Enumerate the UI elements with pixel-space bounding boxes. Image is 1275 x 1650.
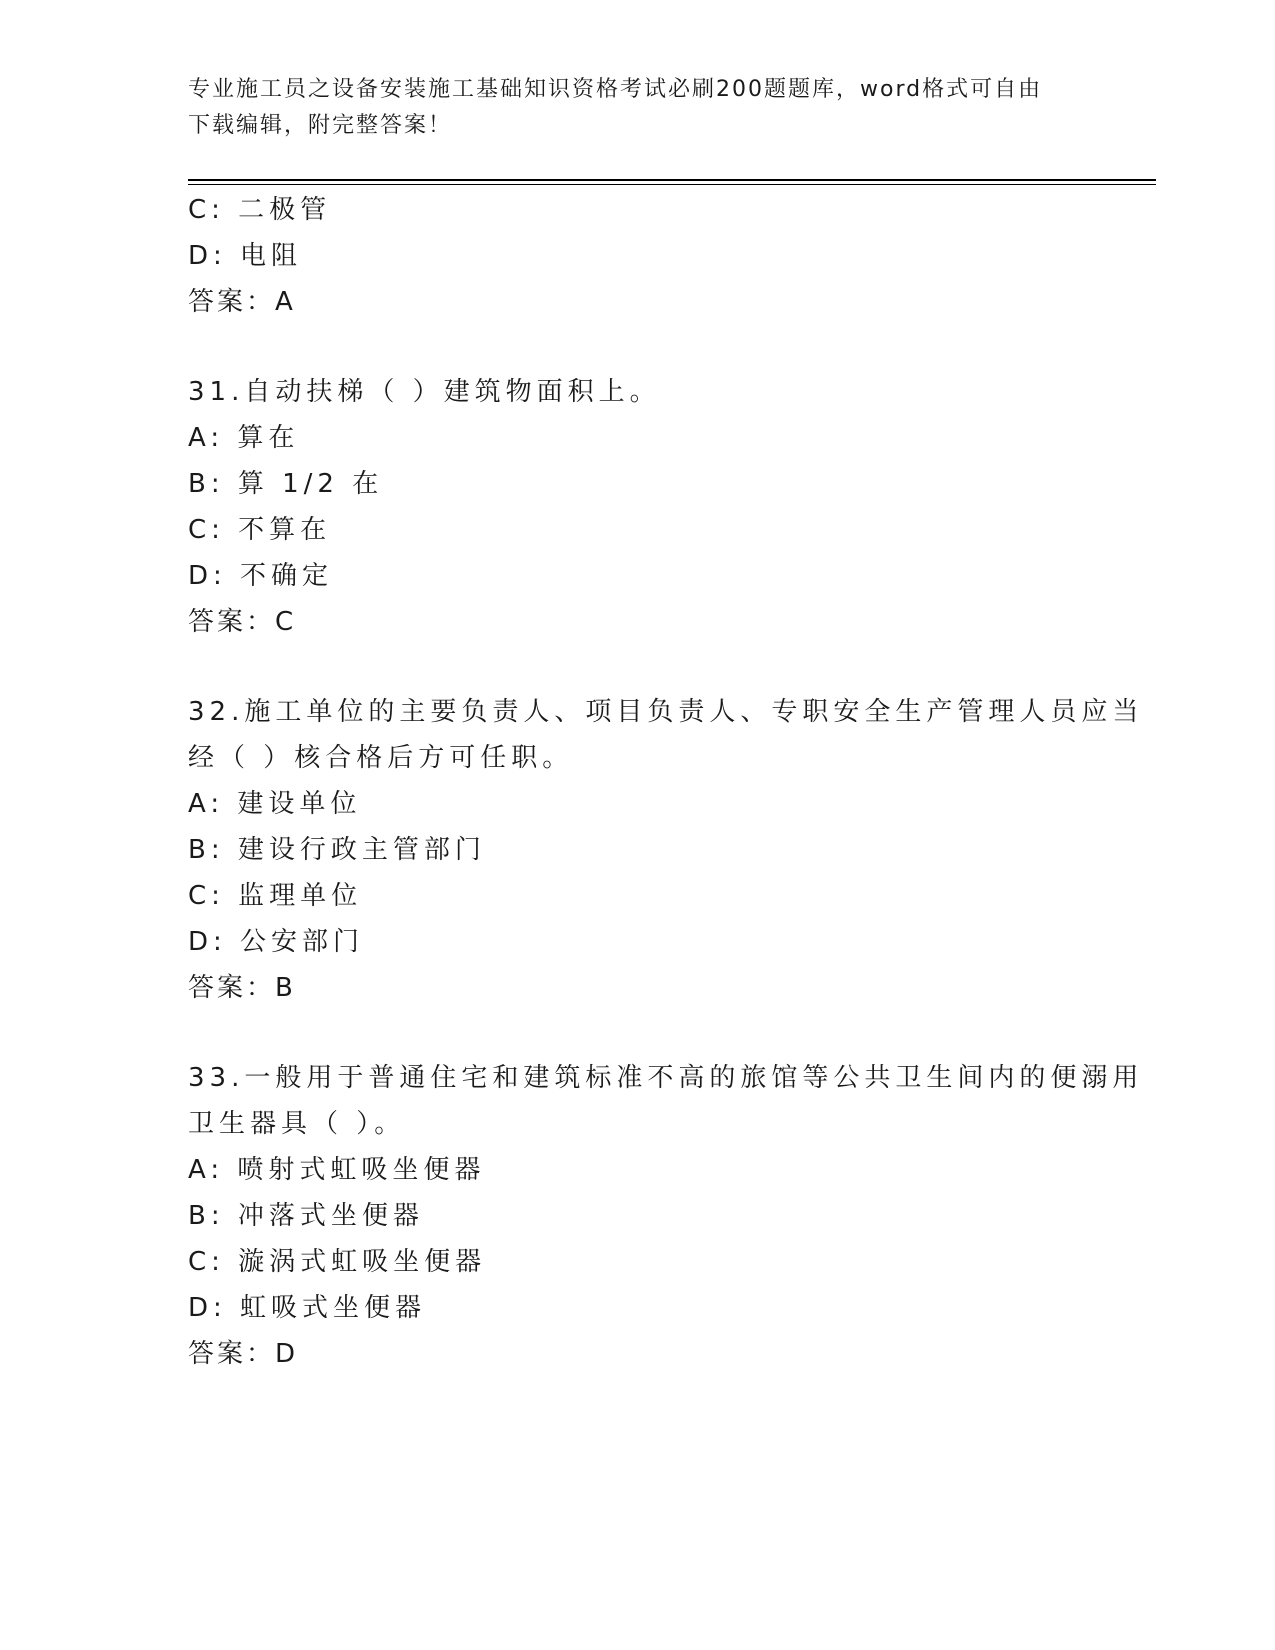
question-32 [188, 689, 1144, 1011]
question-stem: 33.一般用于普通住宅和建筑标准不高的旅馆等公共卫生间内的便溺用 [188, 1063, 1144, 1093]
document-header [188, 72, 1088, 144]
answer: 答案：B [188, 973, 296, 1003]
answer: 答案：A [188, 287, 296, 317]
question-31 [188, 369, 1088, 645]
header-title-line-1: 专业施工员之设备安装施工基础知识资格考试必刷200题题库，word格式可自由 [188, 77, 1043, 102]
option-c: C: 二极管 [188, 195, 332, 225]
question-list [188, 187, 1144, 1377]
question-stem-continued: 卫生器具（ ）。 [188, 1109, 406, 1139]
question-30-tail [188, 187, 1088, 325]
header-divider-thick [188, 179, 1156, 181]
option-b: B: 算 1/2 在 [188, 469, 384, 499]
spacer [188, 325, 1088, 369]
header-title-line-2: 下载编辑，附完整答案！ [188, 113, 453, 138]
option-c: C: 监理单位 [188, 881, 363, 911]
option-d: D: 公安部门 [188, 927, 365, 957]
answer: 答案：D [188, 1339, 299, 1369]
option-c: C: 不算在 [188, 515, 332, 545]
option-d: D: 电阻 [188, 241, 303, 271]
option-a: A: 算在 [188, 423, 300, 453]
option-d: D: 不确定 [188, 561, 334, 591]
option-a: A: 喷射式虹吸坐便器 [188, 1155, 486, 1185]
question-stem: 31.自动扶梯（ ）建筑物面积上。 [188, 377, 661, 407]
option-d: D: 虹吸式坐便器 [188, 1293, 427, 1323]
option-b: B: 冲落式坐便器 [188, 1201, 424, 1231]
option-c: C: 漩涡式虹吸坐便器 [188, 1247, 487, 1277]
spacer [188, 645, 1088, 689]
header-divider-thin [188, 184, 1156, 185]
question-stem-continued: 经（ ）核合格后方可任职。 [188, 743, 574, 773]
question-33 [188, 1055, 1144, 1377]
question-stem: 32.施工单位的主要负责人、项目负责人、专职安全生产管理人员应当 [188, 697, 1144, 727]
option-b: B: 建设行政主管部门 [188, 835, 486, 865]
answer: 答案：C [188, 607, 297, 637]
spacer [188, 1011, 1088, 1055]
option-a: A: 建设单位 [188, 789, 362, 819]
